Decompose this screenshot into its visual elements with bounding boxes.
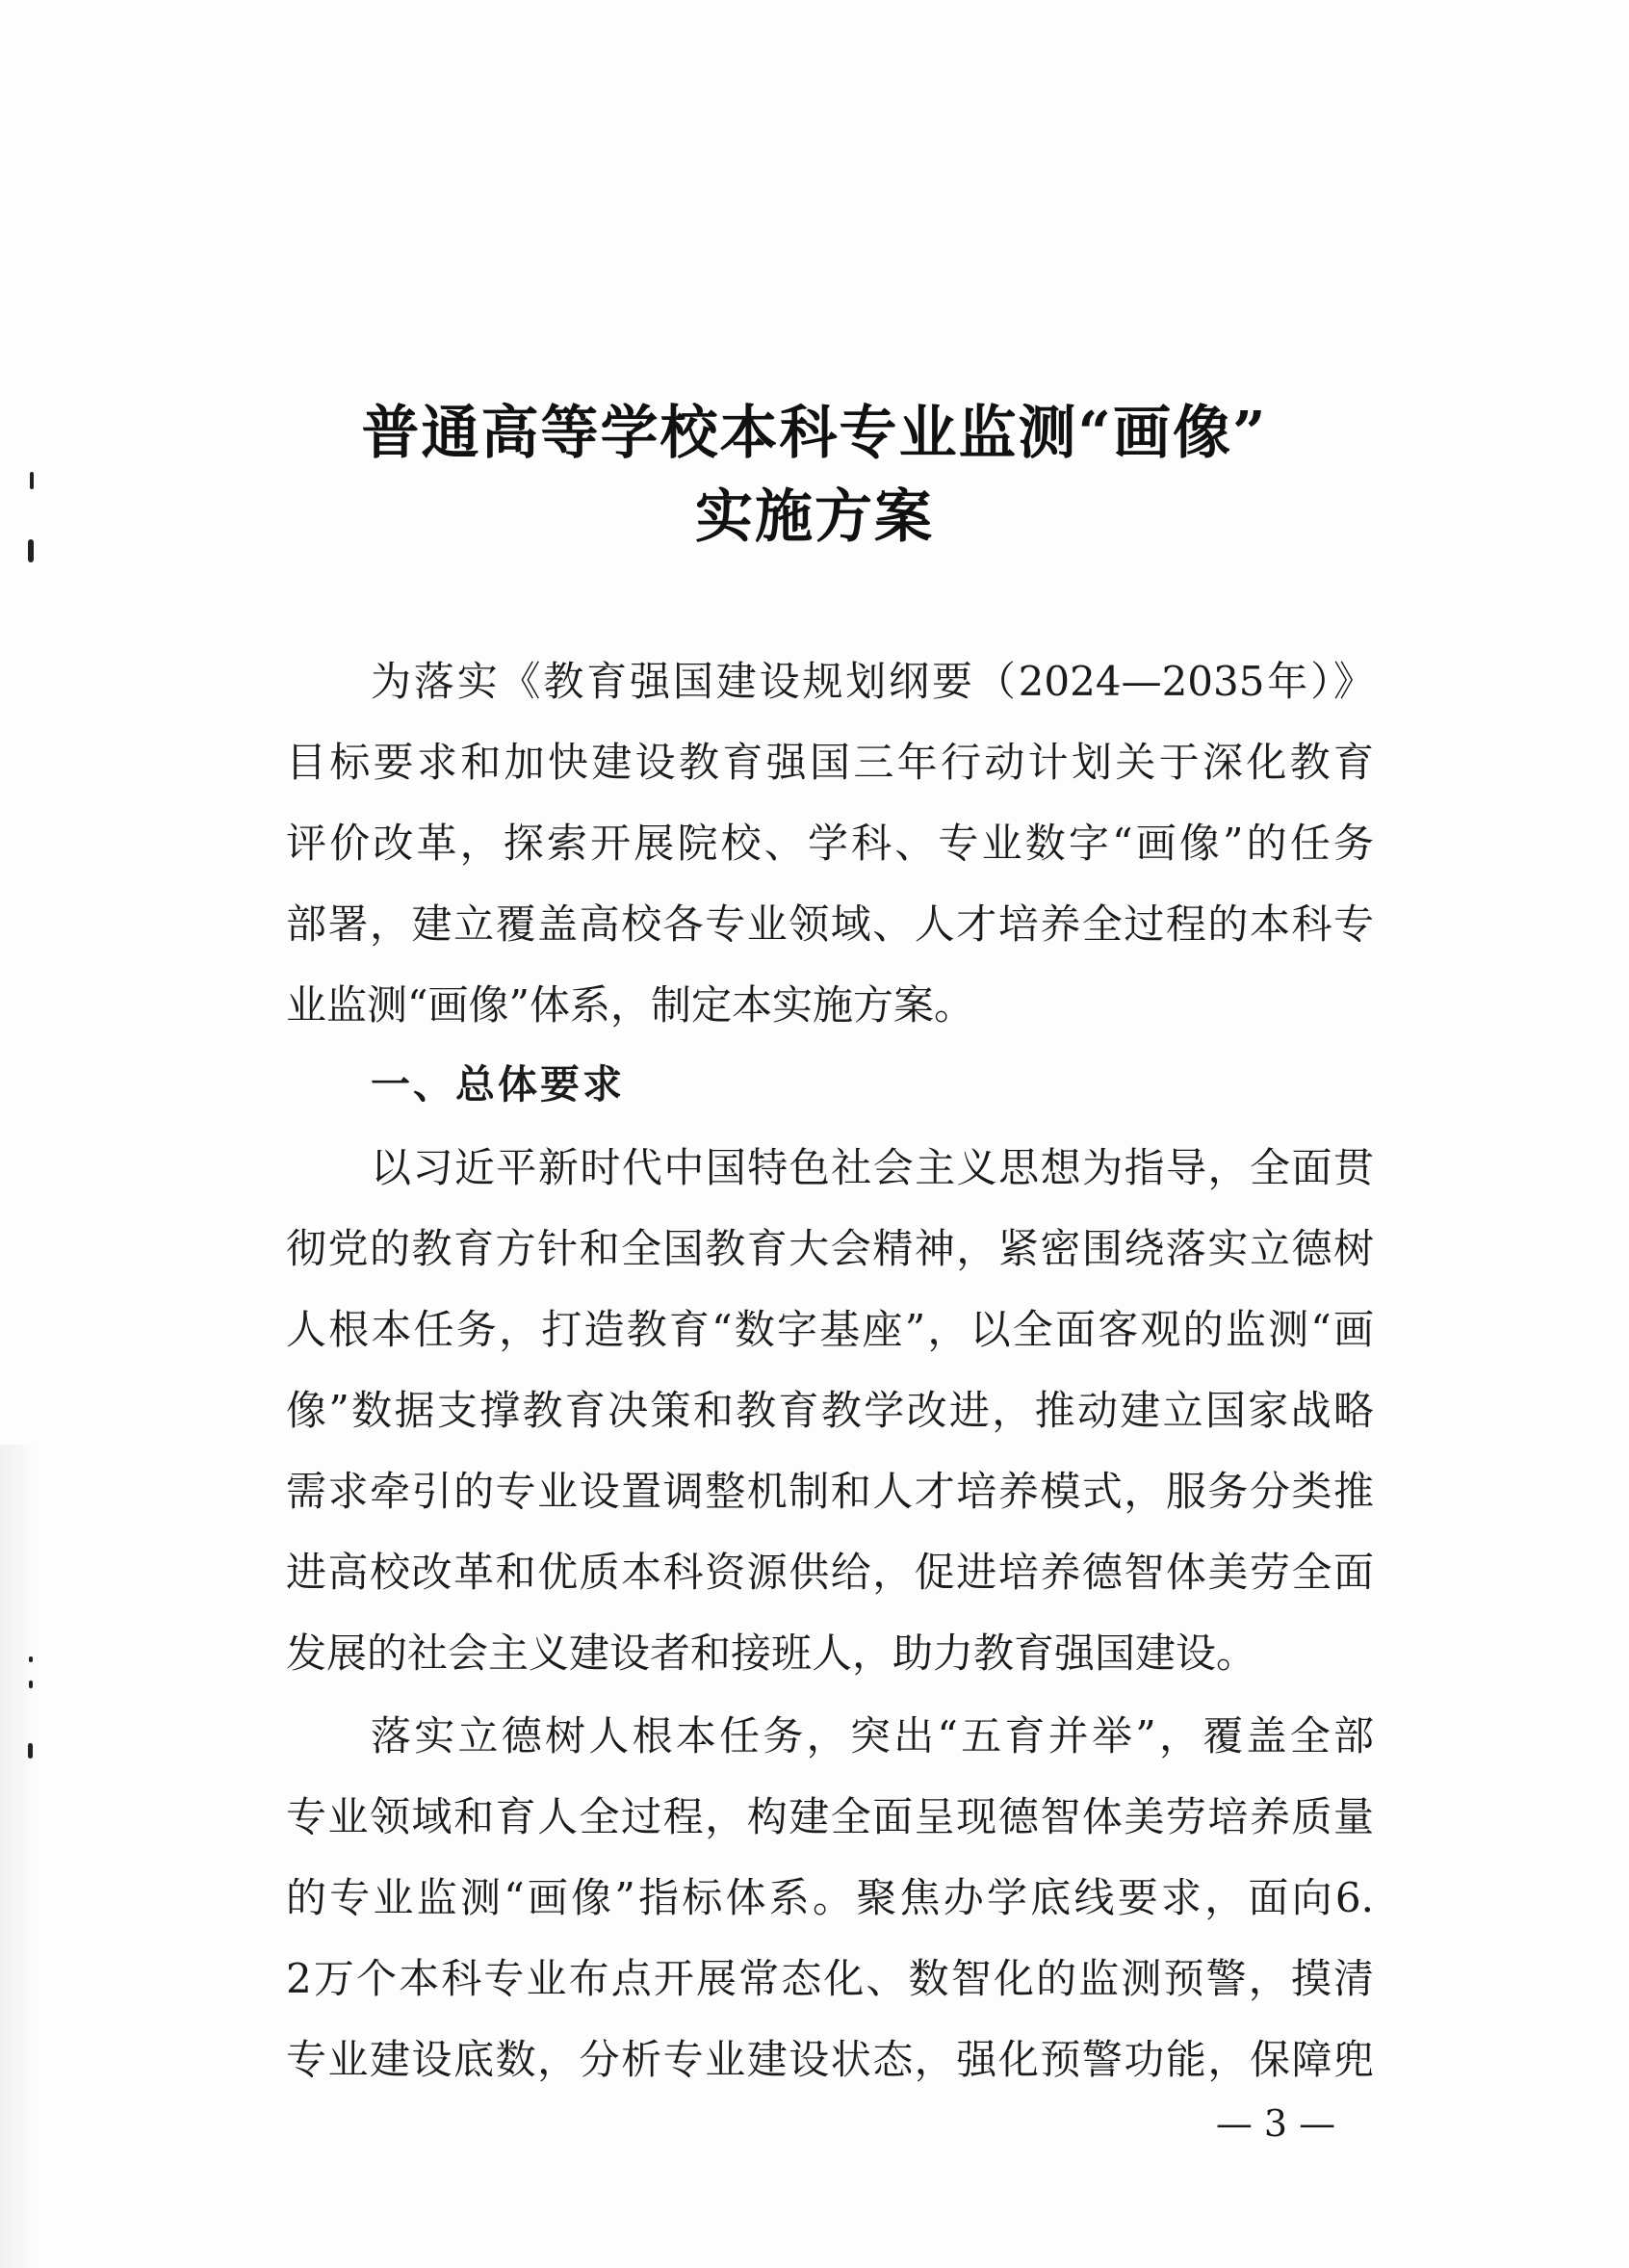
paragraph-line: 落实立德树人根本任务，突出“五育并举”，覆盖全部 bbox=[371, 1712, 1374, 1760]
paragraph-line: 像”数据支撑教育决策和教育教学改进，推动建立国家战略 bbox=[286, 1387, 1374, 1434]
intro-line: 为落实《教育强国建设规划纲要（2024—2035年）》 bbox=[371, 658, 1374, 705]
scan-mark bbox=[28, 1743, 33, 1759]
paragraph-line: 人根本任务，打造教育“数字基座”，以全面客观的监测“画 bbox=[286, 1306, 1374, 1353]
paragraph-line: 专业建设底数，分析专业建设状态，强化预警功能，保障兜 bbox=[286, 2036, 1374, 2083]
intro-line: 评价改革，探索开展院校、学科、专业数字“画像”的任务 bbox=[286, 820, 1374, 867]
page-number: — 3 — bbox=[1215, 2102, 1336, 2145]
paragraph-line: 彻党的教育方针和全国教育大会精神，紧密围绕落实立德树 bbox=[286, 1225, 1374, 1272]
paragraph-line: 进高校改革和优质本科资源供给，促进培养德智体美劳全面 bbox=[286, 1549, 1374, 1596]
document-title-line1: 普通高等学校本科专业监测“画像” bbox=[361, 400, 1268, 467]
paragraph-line: 需求牵引的专业设置调整机制和人才培养模式，服务分类推 bbox=[286, 1468, 1374, 1515]
paragraph-line: 发展的社会主义建设者和接班人，助力教育强国建设。 bbox=[286, 1629, 1257, 1677]
paragraph-line: 的专业监测“画像”指标体系。聚焦办学底线要求，面向6. bbox=[286, 1874, 1374, 1921]
paragraph-line: 专业领域和育人全过程，构建全面呈现德智体美劳培养质量 bbox=[286, 1793, 1374, 1840]
paragraph-line: 2万个本科专业布点开展常态化、数智化的监测预警，摸清 bbox=[286, 1955, 1374, 2002]
paragraph-line: 以习近平新时代中国特色社会主义思想为指导，全面贯 bbox=[371, 1144, 1374, 1191]
scan-edge-shadow bbox=[0, 1445, 39, 2268]
section-heading: 一、总体要求 bbox=[371, 1061, 625, 1108]
intro-line: 业监测“画像”体系，制定本实施方案。 bbox=[286, 981, 974, 1029]
scan-mark bbox=[29, 1681, 33, 1688]
document-title-line2: 实施方案 bbox=[695, 483, 934, 551]
scan-mark bbox=[29, 1656, 33, 1662]
intro-line: 部署，建立覆盖高校各专业领域、人才培养全过程的本科专 bbox=[286, 900, 1374, 948]
intro-line: 目标要求和加快建设教育强国三年行动计划关于深化教育 bbox=[286, 739, 1374, 786]
